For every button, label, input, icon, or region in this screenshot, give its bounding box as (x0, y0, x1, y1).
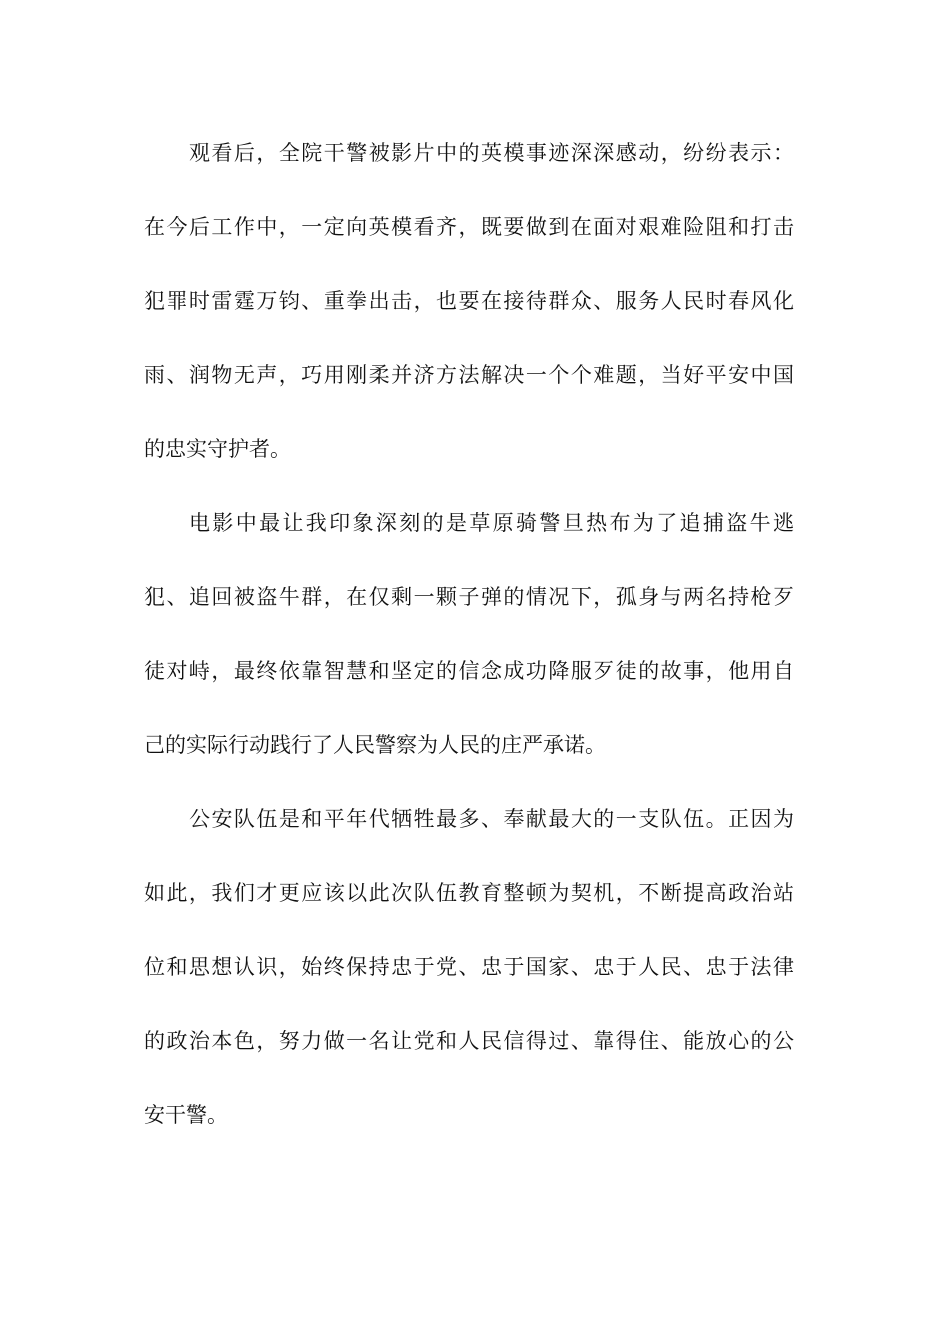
paragraph-1-line-1: 观看后，全院干警被影片中的英模事迹深深感动，纷纷表示： (189, 141, 794, 165)
paragraph-3 (144, 782, 794, 1152)
paragraph-1-line-3: 犯罪时雷霆万钧、重拳出击，也要在接待群众、服务人民时春风化 (144, 289, 794, 313)
paragraph-2-line-3: 徒对峙，最终依靠智慧和坚定的信念成功降服歹徒的故事，他用自 (144, 659, 794, 683)
paragraph-1-line-4: 雨、润物无声，巧用刚柔并济方法解决一个个难题，当好平安中国 (144, 363, 794, 387)
paragraph-3-line-5: 安干警。 (144, 1103, 228, 1127)
paragraph-1-line-2: 在今后工作中，一定向英模看齐，既要做到在面对艰难险阻和打击 (144, 215, 794, 239)
paragraph-2-line-1: 电影中最让我印象深刻的是草原骑警旦热布为了追捕盗牛逃 (189, 511, 794, 535)
paragraph-2-line-2: 犯、追回被盗牛群，在仅剩一颗子弹的情况下，孤身与两名持枪歹 (144, 585, 794, 609)
paragraph-3-line-1: 公安队伍是和平年代牺牲最多、奉献最大的一支队伍。正因为 (189, 807, 794, 831)
paragraph-2 (144, 486, 794, 782)
paragraph-1 (144, 116, 794, 486)
paragraph-2-line-4: 己的实际行动践行了人民警察为人民的庄严承诺。 (144, 733, 606, 757)
paragraph-3-line-4: 的政治本色，努力做一名让党和人民信得过、靠得住、能放心的公 (144, 1029, 794, 1053)
paragraph-3-line-3: 位和思想认识，始终保持忠于党、忠于国家、忠于人民、忠于法律 (144, 955, 794, 979)
paragraph-3-line-2: 如此，我们才更应该以此次队伍教育整顿为契机，不断提高政治站 (144, 881, 794, 905)
paragraph-1-line-5: 的忠实守护者。 (144, 437, 291, 461)
document-body (144, 116, 794, 1152)
